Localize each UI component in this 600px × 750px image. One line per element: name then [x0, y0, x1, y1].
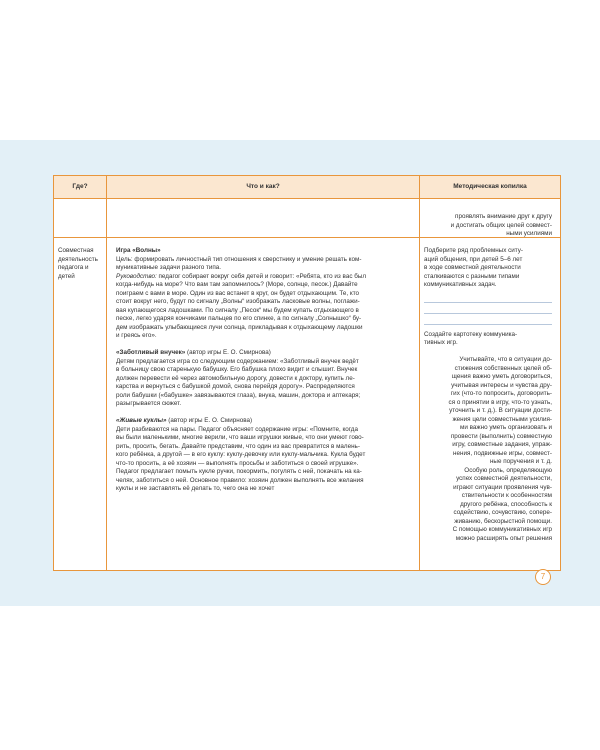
- text-line: куклы и не заставлять её делать то, чего она не хочет: [116, 485, 275, 492]
- header-method-box: Методическая копилка: [453, 183, 527, 190]
- text-line: успех совместной деятельности,: [456, 475, 552, 482]
- text-line: ными усилиями: [506, 230, 552, 237]
- text-line: провести (выполнить) совместную: [450, 432, 552, 440]
- text-line: ствительности к особенностям: [461, 492, 552, 499]
- text-line: [116, 273, 416, 282]
- text-line: в больницу свою старенькую бабушку. Его бабушка плохо видит и слышит. Внучек: [116, 366, 358, 373]
- text-line: уточнить и т. д.). В ситуации дости-: [449, 407, 552, 414]
- text-line: ные поручения и т. д.: [489, 458, 552, 465]
- column-divider: [106, 176, 107, 570]
- text-line: Цель: формировать личностный тип отношения к сверстнику и умение решать ком-: [116, 255, 362, 263]
- text-line: стижения собственных целей об-: [454, 364, 552, 372]
- text-line: сталкиваются с разными типами: [424, 272, 520, 280]
- row2-where-cell: [58, 247, 104, 281]
- text-line: игру, совместные задания, упраж-: [452, 441, 552, 448]
- fill-in-lines: [424, 294, 552, 325]
- text-line: аций общения, при детей 5–6 лет: [424, 255, 523, 263]
- text-line: проявлять внимание друг к другу: [455, 213, 552, 220]
- header-what-how: Что и как?: [246, 183, 280, 190]
- methodology-table: [53, 175, 561, 571]
- text-span: педагог собирает вокруг себя детей и говорит: «Ребята, кто из вас был: [156, 272, 367, 280]
- text-line: и греясь его».: [116, 332, 157, 339]
- text-line: педагога и детей: [58, 264, 89, 280]
- text-line: можно расширять опыт решения: [455, 534, 552, 542]
- text-line: жения цели совместными усилия-: [452, 415, 552, 423]
- text-line: когда-нибудь на море? Что вам там запомнилось? (Море, солнце, песок.) Давайте: [116, 281, 358, 288]
- text-line: Учитывайте, что в ситуации до-: [459, 356, 552, 363]
- text-line: кого ребёнка, а другой — в его куклу: куклу-девочку или куклу-мальчика. Кукла будет: [116, 451, 366, 458]
- table-header: [54, 176, 560, 199]
- text-line: дем изображать улыбающиеся лучи солнца, прикладывая к отдыхающему ладошки: [116, 323, 363, 331]
- page-number: 7: [535, 569, 551, 585]
- text-line: ся о принятии в игру, что-то узнать,: [448, 398, 552, 406]
- text-line: Подберите ряд проблемных ситу-: [424, 247, 523, 254]
- text-line: карства и вернуться с бабушкой домой, снова перейдя дорогу». Распределяются: [116, 383, 355, 390]
- text-line: ми важно уметь организовать и: [460, 424, 552, 431]
- text-line: и достигать общих целей совмест-: [450, 221, 552, 229]
- text-line: [116, 417, 416, 426]
- tips-paragraph: [424, 356, 552, 543]
- header-where: Где?: [72, 183, 88, 190]
- game-grandson-title: «Заботливый внучек»: [116, 349, 186, 356]
- text-line: деятельность: [58, 255, 98, 263]
- text-line: [116, 349, 416, 358]
- text-line: поиграем с вами в море. Один из вас встанет в круг, он будет отдыхающим. Те, кто: [116, 289, 360, 297]
- text-span: (автор игры Е. О. Смирнова): [166, 417, 253, 424]
- game-dolls-title: «Живые куклы»: [116, 417, 167, 424]
- text-line: Создайте картотеку коммуника-: [424, 330, 518, 338]
- text-line: Совместная: [58, 247, 94, 254]
- text-line: вы были маленькими, многие верили, что ваши игрушки живые, что они умеют гово-: [116, 434, 364, 441]
- text-line: стоит вокруг него, будут по сигналу „Волны“ изображать ласковые волны, поглажи-: [116, 298, 360, 305]
- text-line: рить, просить, бегать. Давайте представим, что один из вас превратится в малень-: [116, 442, 360, 450]
- text-line: в ходе совместной деятельности: [424, 264, 521, 271]
- text-line: Детям предлагается игра со следующим содержанием: «Заботливый внучек ведёт: [116, 357, 359, 365]
- text-line: другого ребёнка, способность к: [460, 500, 552, 508]
- row1-method-text: [424, 213, 552, 239]
- text-line: челях, заботиться о ней. Основное правило: хозяин должен выполнять все желания: [116, 476, 364, 484]
- game-waves-title: Игра «Волны»: [116, 247, 161, 254]
- text-line: Педагог предлагает помыть кукле ручки, покормить, погулять с ней, покачать на ка-: [116, 468, 362, 475]
- text-line: играют ситуации проявления чув-: [453, 483, 552, 491]
- text-line: муникативные задачи разного типа.: [116, 264, 222, 271]
- text-line: щения важно уметь договориться,: [451, 373, 552, 380]
- fill-line: [424, 294, 552, 303]
- text-line: нения, подвижные игры, совмест-: [453, 449, 552, 457]
- text-span: (автор игры Е. О. Смирнова): [185, 349, 271, 356]
- text-line: роли бабушки («бабушке» завязываются глаза), внука, машин, доктора и аптекаря;: [116, 391, 361, 399]
- text-line: учитывая интересы и чувства дру-: [451, 381, 552, 389]
- row2-method-cell: [424, 247, 552, 543]
- text-line: должен перевести её через автомобильную дорогу, довести к доктору, купить ле-: [116, 374, 355, 382]
- column-divider: [419, 176, 420, 570]
- text-line: тивных игр.: [424, 339, 458, 346]
- text-line: С помощью коммуникативных игр: [452, 526, 552, 533]
- text-line: что-то просить, а её хозяин — выполнять просьбы и заботиться о своей игрушке».: [116, 459, 359, 467]
- text-line: вая купающегося ладошками. По сигналу „Песок“ мы будем купать отдыхающего в: [116, 306, 359, 314]
- fill-line: [424, 305, 552, 314]
- text-line: гих (что-то попросить, договорить-: [450, 390, 552, 397]
- text-line: содействию, сочувствию, сопере-: [453, 509, 552, 516]
- text-line: коммуникативных задач.: [424, 281, 497, 288]
- text-line: песке, легко ударяя кончиками пальцев по его спинке, а по сигналу „Солнышко“ бу-: [116, 315, 362, 322]
- text-line: Особую роль, определяющую: [464, 466, 552, 474]
- text-line: разыгрывается сюжет.: [116, 400, 182, 407]
- row2-what-how-cell: [116, 247, 416, 494]
- fill-line: [424, 316, 552, 325]
- text-line: Дети разбиваются на пары. Педагог объясняет содержание игры: «Помните, когда: [116, 425, 358, 433]
- text-line: живанию, бескорыстной помощи.: [454, 517, 552, 525]
- lead-label: Руководство:: [116, 272, 157, 280]
